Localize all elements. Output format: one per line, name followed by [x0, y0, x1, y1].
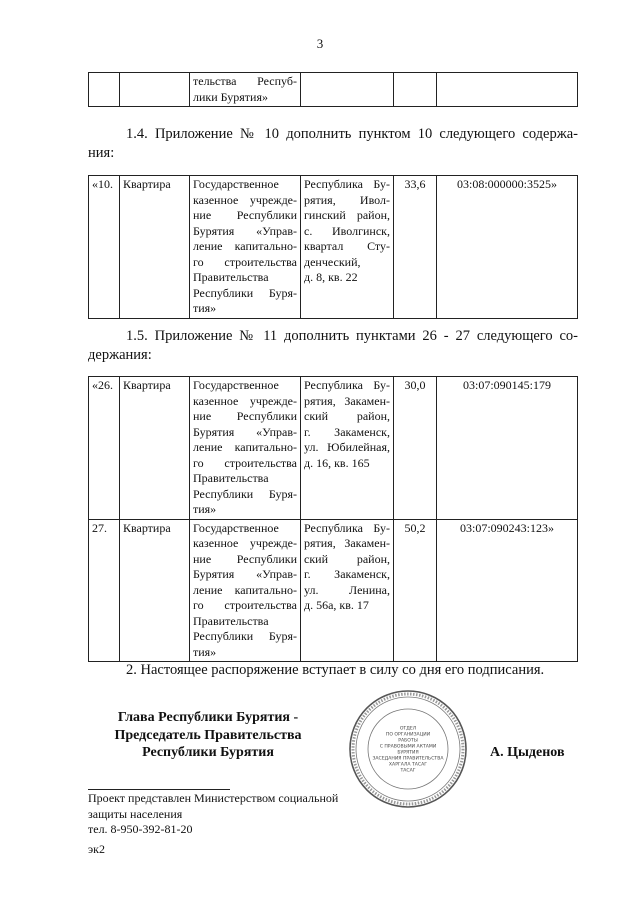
- cell-line: Республика Бу-: [304, 177, 390, 191]
- cell-line: Республики Буря-: [193, 486, 297, 501]
- table-appendix-10: [88, 175, 578, 319]
- cell-line: тия»: [193, 502, 217, 516]
- table-continuation: [88, 72, 578, 107]
- cell-line: го строительства: [193, 254, 297, 269]
- cell-line: ул. Ленина,: [304, 582, 390, 597]
- paragraph-line: держания:: [88, 347, 152, 363]
- cell-line: Государственное: [193, 520, 279, 535]
- cell-line: Бурятия «Управ-: [193, 424, 297, 439]
- footnote: [88, 791, 338, 838]
- cell-line: г. Закаменск,: [304, 424, 390, 439]
- cell-line: тия»: [193, 644, 217, 659]
- cell-line: денческий,: [304, 254, 361, 269]
- cell-line: д. 16, кв. 165: [304, 455, 370, 470]
- cadastral-number: 03:07:090145:179: [437, 377, 578, 520]
- row-number: 27.: [89, 519, 120, 662]
- holder-organization: [190, 519, 301, 662]
- cell-line: казенное учрежде-: [193, 192, 297, 207]
- cell-line: Государственное: [193, 378, 279, 392]
- row-number: «10.: [89, 176, 120, 319]
- cell-line: рятия, Закамен-: [304, 536, 390, 550]
- seal-text-line: С ПРАВОВЫМИ АКТАМИ: [379, 744, 437, 750]
- cell-line: ние Республики: [193, 208, 297, 222]
- table-row: [89, 73, 578, 107]
- seal-text-line: ЗАСЕДАНИЯ ПРАВИТЕЛЬСТВА: [372, 756, 444, 762]
- paragraph-1-5: [88, 327, 578, 365]
- cell-line: ние Республики: [193, 409, 297, 423]
- footnote-line: защиты населения: [88, 806, 183, 821]
- signatory-title-line: Глава Республики Бурятия -: [117, 710, 299, 725]
- cell-line: рятия, Ивол-: [304, 192, 390, 207]
- cell-line: ление капитально-: [193, 582, 297, 597]
- paragraph-line: 1.4. Приложение № 10 дополнить пунктом 10 следующего содержа-: [126, 126, 578, 142]
- cell-line: Республики Буря-: [193, 285, 297, 300]
- seal-text-line: ТАСАГ: [400, 768, 416, 774]
- signatory-title-line: Республики Бурятия: [142, 745, 274, 760]
- signatory-title: [88, 709, 328, 762]
- cell-line: ление капитально-: [193, 440, 297, 454]
- page-number: 3: [316, 36, 324, 51]
- cell-line: казенное учрежде-: [193, 393, 297, 408]
- holder-organization: [190, 377, 301, 520]
- footnote-line: тел. 8-950-392-81-20: [88, 822, 193, 836]
- cell-line: го строительства: [193, 598, 297, 612]
- property-area: 33,6: [394, 176, 437, 319]
- holder-organization: [190, 176, 301, 319]
- cell-line: Бурятия «Управ-: [193, 567, 297, 581]
- table-cell: [437, 73, 578, 107]
- cell-line: тельства Респуб-: [193, 74, 297, 88]
- property-address: [301, 176, 394, 319]
- cell-line: Республики Буря-: [193, 629, 297, 643]
- table-appendix-11: [88, 376, 578, 662]
- property-address: [301, 377, 394, 520]
- table-row: [89, 519, 578, 662]
- footnote-divider: [88, 789, 230, 790]
- cell-line: д. 8, кв. 22: [304, 270, 358, 284]
- cell-line: ул. Юбилейная,: [304, 440, 390, 454]
- cell-line: гинский район,: [304, 208, 390, 222]
- table-cell: [120, 73, 190, 107]
- cell-line: квартал Сту-: [304, 239, 390, 253]
- cell-line: Правительства: [193, 270, 269, 284]
- cell-line: казенное учрежде-: [193, 536, 297, 550]
- cell-line: Республика Бу-: [304, 520, 390, 535]
- table-row: [89, 176, 578, 319]
- cell-line: Правительства: [193, 613, 269, 628]
- cell-line: Государственное: [193, 177, 279, 191]
- seal-text-line: РАБОТЫ: [398, 738, 418, 744]
- cell-line: рятия, Закамен-: [304, 393, 390, 408]
- row-number: «26.: [89, 377, 120, 520]
- table-cell-org: [190, 73, 301, 107]
- property-type: Квартира: [120, 519, 190, 662]
- cell-line: Правительства: [193, 471, 269, 485]
- document-code: эк2: [88, 842, 105, 856]
- property-area: 50,2: [394, 519, 437, 662]
- cell-line: с. Иволгинск,: [304, 223, 390, 238]
- signatory-name: А. Цыденов: [490, 745, 565, 760]
- cell-line: го строительства: [193, 455, 297, 470]
- seal-text-line: ХАРГАЛА ТАСАГ: [388, 762, 428, 768]
- property-address: [301, 519, 394, 662]
- cell-line: ский район,: [304, 409, 390, 423]
- paragraph-line: ния:: [88, 145, 115, 161]
- seal-text-line: ОТДЕЛ: [399, 726, 417, 732]
- cadastral-number: 03:07:090243:123»: [437, 519, 578, 662]
- cell-line: ление капитально-: [193, 239, 297, 253]
- table-cell: [394, 73, 437, 107]
- official-seal: [347, 688, 469, 810]
- property-type: Квартира: [120, 377, 190, 520]
- property-area: 30,0: [394, 377, 437, 520]
- cadastral-number: 03:08:000000:3525»: [437, 176, 578, 319]
- signatory-title-line: Председатель Правительства: [114, 727, 302, 743]
- cell-line: Бурятия «Управ-: [193, 223, 297, 238]
- paragraph-2: [88, 661, 578, 680]
- cell-line: г. Закаменск,: [304, 567, 390, 581]
- cell-line: тия»: [193, 301, 217, 315]
- cell-line: лики Бурятия»: [193, 89, 268, 104]
- cell-line: ский район,: [304, 551, 390, 566]
- table-cell: [89, 73, 120, 107]
- cell-line: д. 56а, кв. 17: [304, 598, 369, 612]
- paragraph-line: 1.5. Приложение № 11 дополнить пунктами 26 - 27 следующего со-: [126, 328, 578, 344]
- paragraph-1-4: [88, 125, 578, 163]
- table-cell: [301, 73, 394, 107]
- paragraph-line: 2. Настоящее распоряжение вступает в силу со дня его подписания.: [126, 662, 545, 678]
- table-row: [89, 377, 578, 520]
- cell-line: Республика Бу-: [304, 378, 390, 392]
- seal-text-line: БУРЯТИЯ: [397, 750, 419, 756]
- property-type: Квартира: [120, 176, 190, 319]
- seal-text-line: ПО ОРГАНИЗАЦИИ: [385, 732, 431, 738]
- footnote-line: Проект представлен Министерством социальной: [88, 791, 339, 805]
- cell-line: ние Республики: [193, 551, 297, 566]
